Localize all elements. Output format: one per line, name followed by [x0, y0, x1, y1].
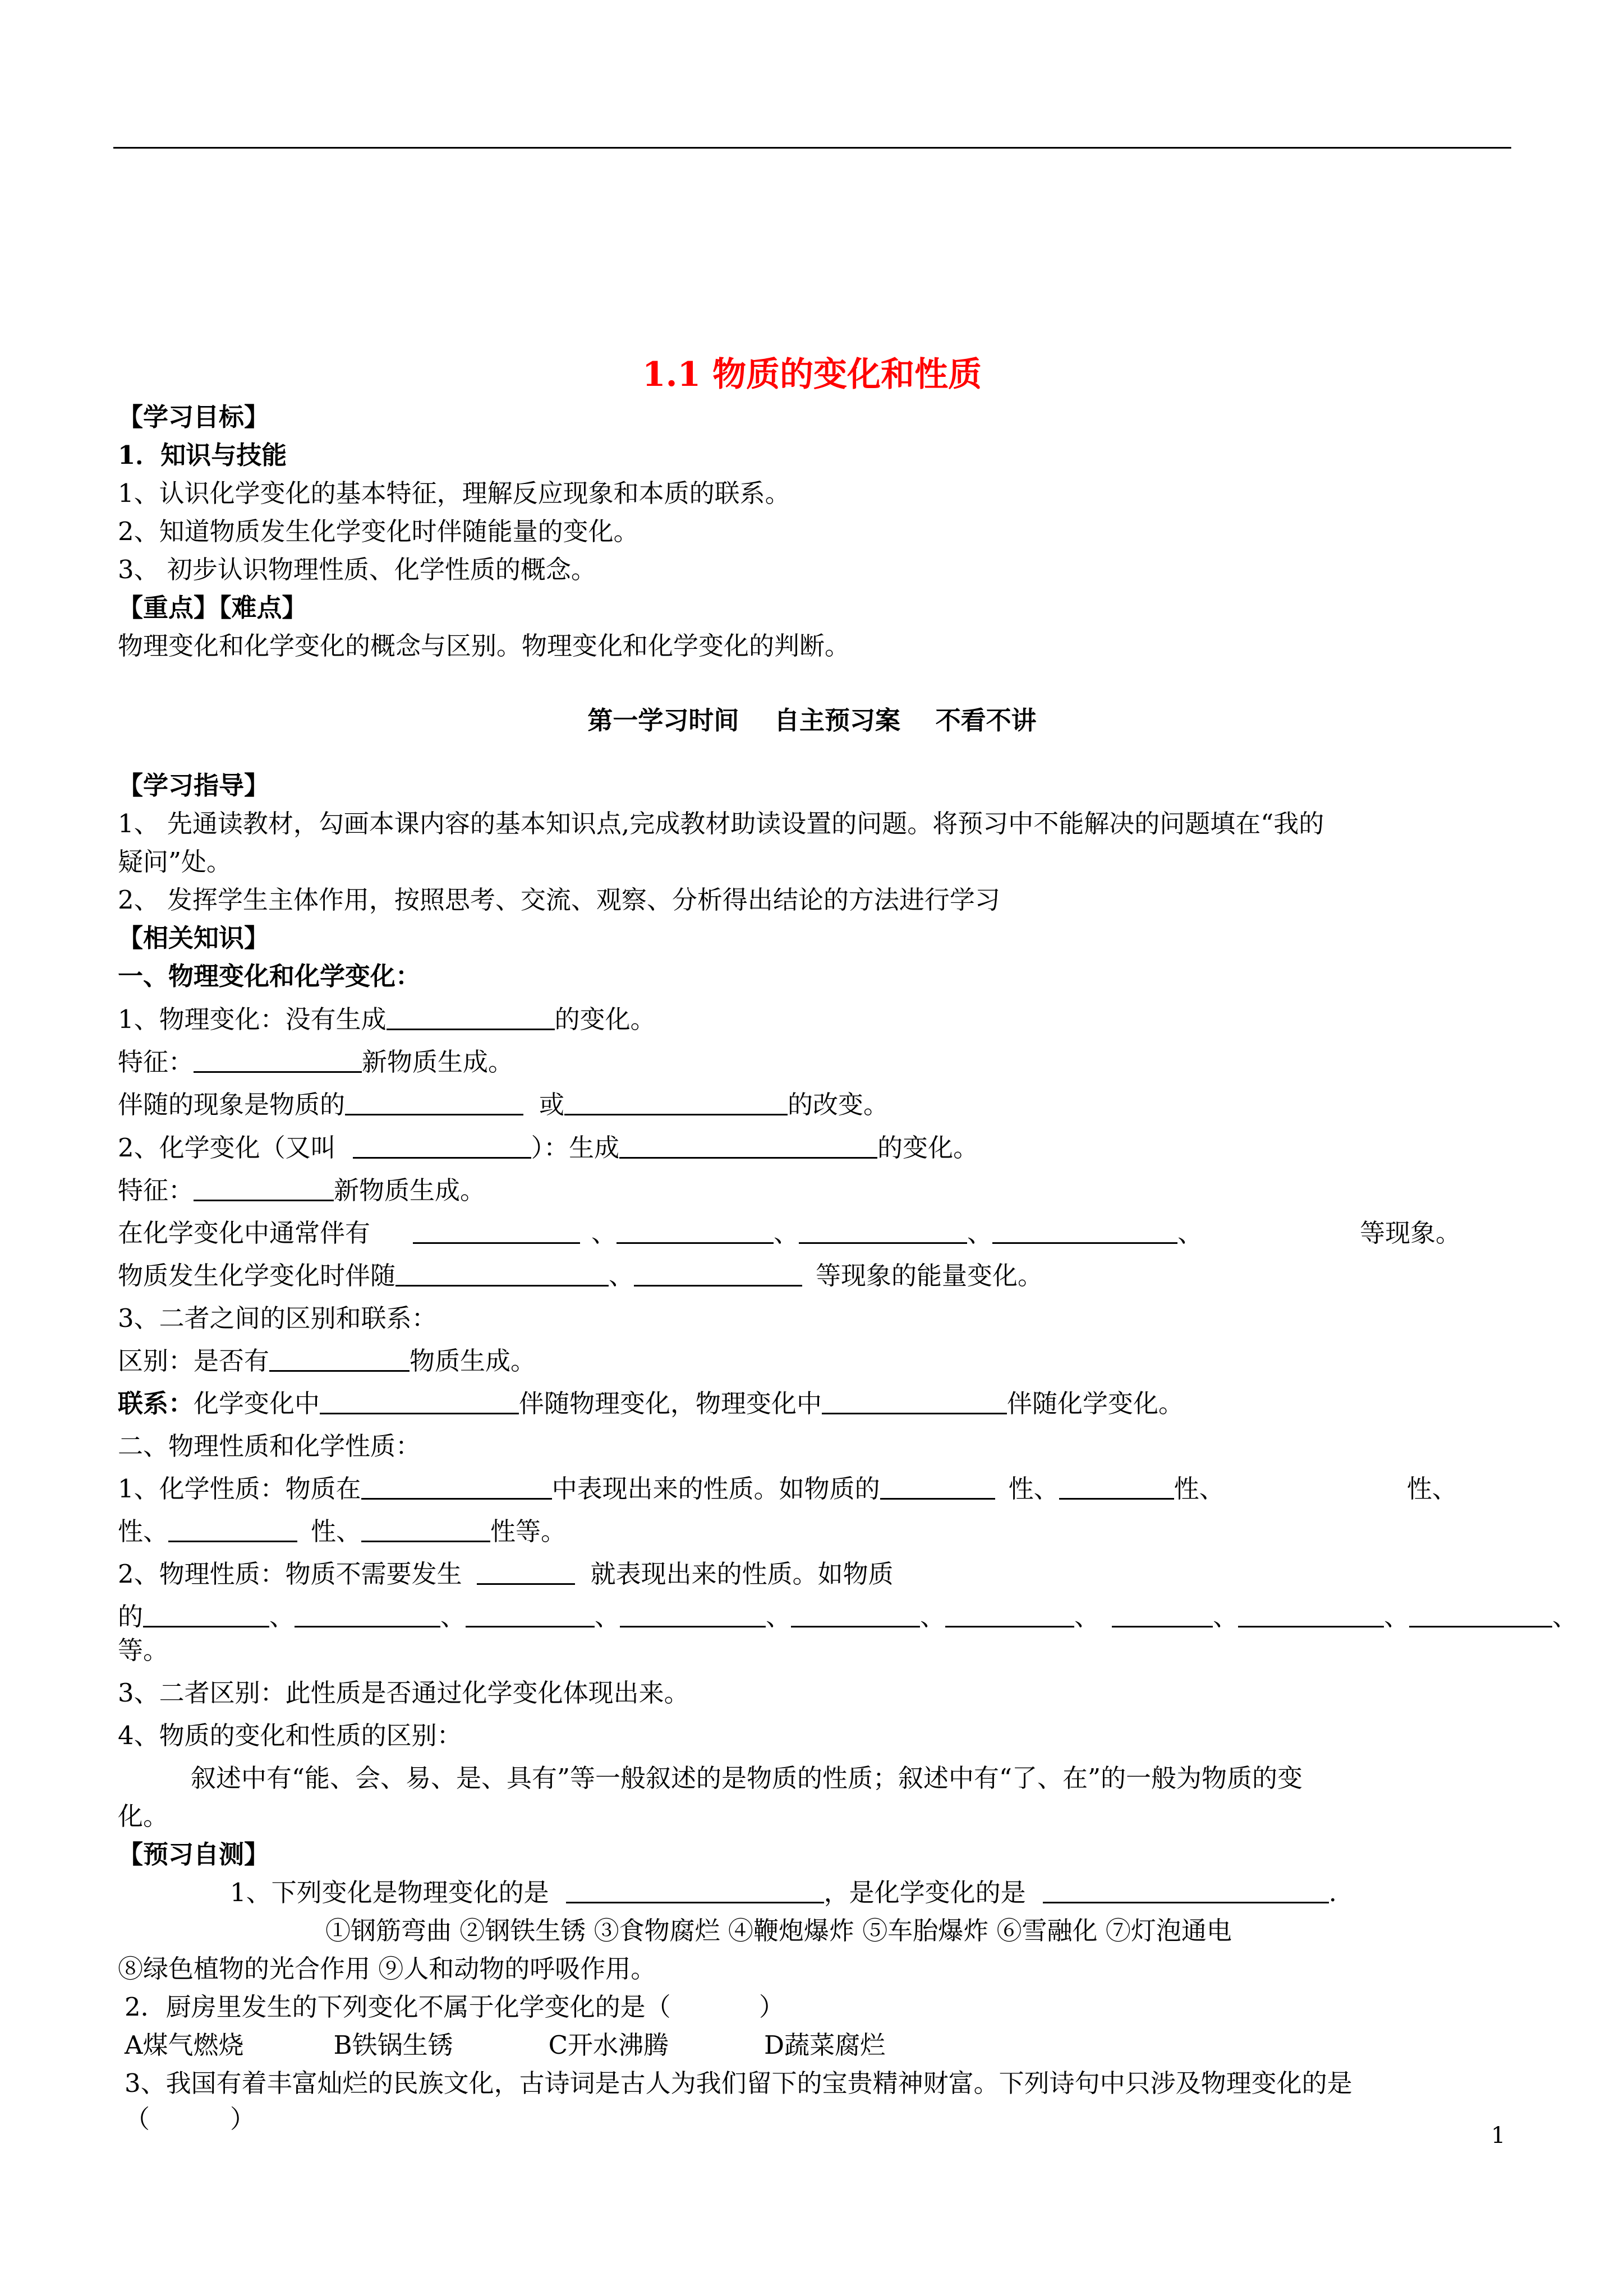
- knowledge-line: 化。: [118, 1801, 169, 1831]
- key-heading: 【重点】【难点】: [118, 593, 307, 623]
- guide-line: 1、 先通读教材，勾画本课内容的基本知识点,完成教材助读设置的问题。将预习中不能解决的问题填在“我的: [118, 809, 1324, 838]
- line-text: 、: [766, 1602, 792, 1631]
- fill-blank[interactable]: [361, 1473, 552, 1500]
- question: 2．厨房里发生的下列变化不属于化学变化的是（ ）: [125, 1992, 784, 2022]
- question: （ ）: [125, 2104, 256, 2134]
- line-text: 2、物理性质：物质不需要发生: [118, 1559, 462, 1589]
- fill-blank[interactable]: [1409, 1601, 1552, 1628]
- question: 3、我国有着丰富灿烂的民族文化，古诗词是古人为我们留下的宝贵精神财富。下列诗句中只涉及物理变化的是: [125, 2068, 1352, 2098]
- line-text: 1、下列变化是物理变化的是: [230, 1878, 549, 1907]
- line-text: .: [1328, 1878, 1337, 1907]
- knowledge-line: 4、物质的变化和性质的区别：: [118, 1721, 462, 1750]
- fill-blank[interactable]: [799, 1217, 967, 1244]
- knowledge-line: [118, 1472, 1457, 1506]
- knowledge-line: [118, 1174, 485, 1207]
- fill-blank[interactable]: [791, 1601, 920, 1628]
- line-text: 、: [920, 1602, 946, 1631]
- fill-blank[interactable]: [619, 1132, 877, 1159]
- line-text: 、: [967, 1218, 993, 1248]
- line-text: 区别：是否有: [118, 1346, 270, 1376]
- fill-blank[interactable]: [822, 1387, 1007, 1414]
- option-b[interactable]: B铁锅生锈: [333, 2030, 453, 2060]
- line-text: 性、: [1008, 1474, 1059, 1504]
- fill-blank[interactable]: [361, 1515, 490, 1542]
- line-text: 、: [1074, 1602, 1100, 1631]
- knowledge-line: 等。: [118, 1635, 169, 1665]
- guide-line: 2、 发挥学生主体作用，按照思考、交流、观察、分析得出结论的方法进行学习: [118, 885, 1000, 915]
- option-c[interactable]: C开水沸腾: [548, 2030, 669, 2060]
- question-options: ①钢筋弯曲 ②钢铁生锈 ③食物腐烂 ④鞭炮爆炸 ⑤车胎爆炸 ⑥雪融化 ⑦灯泡通电: [325, 1916, 1232, 1945]
- line-text: 伴随化学变化。: [1007, 1389, 1184, 1418]
- line-text: 化学变化中: [194, 1389, 320, 1418]
- line-text: 的变化。: [554, 1004, 656, 1034]
- line-text: 在化学变化中通常伴有: [118, 1218, 371, 1248]
- knowledge-line: [118, 1088, 889, 1122]
- line-text: 、: [774, 1218, 799, 1248]
- line-text: 的: [118, 1602, 144, 1631]
- line-text: 、: [440, 1602, 466, 1631]
- fill-blank[interactable]: [620, 1601, 766, 1628]
- page-title: 1.1 物质的变化和性质: [642, 355, 982, 394]
- fill-blank[interactable]: [320, 1387, 519, 1414]
- knowledge-line: [118, 1387, 1184, 1421]
- line-text: 联系：: [118, 1389, 194, 1418]
- knowledge-line: [118, 1131, 978, 1165]
- guide-heading: 【学习指导】: [118, 771, 270, 800]
- knowledge-line: [118, 1216, 1461, 1250]
- line-text: ，是化学变化的是: [823, 1878, 1026, 1907]
- line-text: 2、化学变化（又叫: [118, 1133, 336, 1163]
- fill-blank[interactable]: [617, 1217, 774, 1244]
- line-text: 1、物理变化：没有生成: [118, 1004, 387, 1034]
- knowledge-line: [118, 1259, 1043, 1293]
- knowledge-line: [118, 1045, 513, 1079]
- knowledge-line: 3、二者之间的区别和联系：: [118, 1303, 437, 1333]
- line-text: 伴随物理变化，物理变化中: [519, 1389, 822, 1418]
- fill-blank[interactable]: [194, 1046, 362, 1073]
- goals-heading: 【学习目标】: [118, 402, 270, 432]
- goal-item: 3、 初步认识物理性质、化学性质的概念。: [118, 555, 596, 584]
- knowledge-line: [118, 1557, 894, 1591]
- selftest-heading: 【预习自测】: [118, 1839, 270, 1869]
- line-text: 物质发生化学变化时伴随: [118, 1261, 396, 1290]
- goals-subheading: 1．知识与技能: [118, 440, 287, 470]
- line-text: 特征：: [118, 1047, 194, 1077]
- fill-blank[interactable]: [564, 1089, 788, 1115]
- knowledge-line: [118, 1515, 566, 1548]
- line-text: 1、化学性质：物质在: [118, 1474, 361, 1504]
- fill-blank[interactable]: [1238, 1601, 1384, 1628]
- fill-blank[interactable]: [477, 1558, 575, 1585]
- option-d[interactable]: D蔬菜腐烂: [764, 2030, 886, 2060]
- fill-blank[interactable]: [1112, 1601, 1213, 1628]
- knowledge-line: 3、二者区别：此性质是否通过化学变化体现出来。: [118, 1678, 689, 1708]
- line-text: 、: [1213, 1602, 1239, 1631]
- knowledge-line: [118, 1344, 536, 1378]
- goal-item: 2、知道物质发生化学变化时伴随能量的变化。: [118, 517, 639, 546]
- line-text: 的变化。: [877, 1133, 979, 1163]
- fill-blank[interactable]: [143, 1601, 269, 1628]
- line-text: 等现象的能量变化。: [816, 1261, 1043, 1290]
- guide-line: 疑问”处。: [118, 847, 232, 877]
- line-text: 的改变。: [788, 1090, 889, 1119]
- line-text: 、: [1384, 1602, 1410, 1631]
- fill-blank[interactable]: [269, 1345, 410, 1372]
- option-a[interactable]: A煤气燃烧: [125, 2030, 244, 2060]
- knowledge-line: 叙述中有“能、会、易、是、具有”等一般叙述的是物质的性质；叙述中有“了、在”的一般为物质的变: [191, 1763, 1303, 1793]
- question: [230, 1876, 1337, 1910]
- line-text: 新物质生成。: [362, 1047, 514, 1077]
- fill-blank[interactable]: [634, 1260, 802, 1287]
- fill-blank[interactable]: [1059, 1473, 1174, 1500]
- fill-blank[interactable]: [353, 1132, 531, 1159]
- line-text: ）：生成: [531, 1133, 620, 1163]
- line-text: 性、: [1406, 1474, 1457, 1504]
- goal-item: 1、认识化学变化的基本特征，理解反应现象和本质的联系。: [118, 478, 790, 508]
- knowledge-line: [118, 1003, 656, 1036]
- line-text: 性、: [1174, 1474, 1225, 1504]
- knowledge-line: [118, 1600, 1577, 1634]
- line-text: 或: [539, 1090, 565, 1119]
- knowledge-heading: 【相关知识】: [118, 923, 270, 953]
- line-text: 就表现出来的性质。如物质: [590, 1559, 894, 1589]
- line-text: 性、: [118, 1516, 169, 1546]
- fill-blank[interactable]: [992, 1217, 1177, 1244]
- fill-blank[interactable]: [395, 1260, 609, 1287]
- line-text: 、: [269, 1602, 295, 1631]
- knowledge-part1: 一、物理变化和化学变化：: [118, 961, 421, 991]
- line-text: 、: [1552, 1602, 1578, 1631]
- line-text: 、: [609, 1261, 634, 1290]
- line-text: 特征：: [118, 1175, 194, 1205]
- line-text: 等现象。: [1360, 1218, 1461, 1248]
- line-text: 新物质生成。: [334, 1175, 486, 1205]
- line-text: 伴随的现象是物质的: [118, 1090, 346, 1119]
- header-rule: [113, 147, 1511, 149]
- fill-blank[interactable]: [466, 1601, 595, 1628]
- line-text: 、: [591, 1218, 617, 1248]
- fill-blank[interactable]: [194, 1174, 334, 1201]
- line-text: 物质生成。: [410, 1346, 536, 1376]
- fill-blank[interactable]: [880, 1473, 995, 1500]
- line-text: 、: [595, 1602, 620, 1631]
- line-text: 性等。: [490, 1516, 567, 1546]
- answer-options: [125, 2028, 885, 2062]
- fill-blank[interactable]: [295, 1601, 440, 1628]
- key-text: 物理变化和化学变化的概念与区别。物理变化和化学变化的判断。: [118, 631, 850, 661]
- question-options: ⑧绿色植物的光合作用 ⑨人和动物的呼吸作用。: [118, 1954, 656, 1984]
- line-text: 中表现出来的性质。如物质的: [551, 1474, 880, 1504]
- section-title: 第一学习时间 自主预习案 不看不讲: [587, 706, 1037, 735]
- line-text: 、: [1177, 1218, 1203, 1248]
- fill-blank[interactable]: [1043, 1877, 1329, 1903]
- fill-blank[interactable]: [168, 1515, 297, 1542]
- fill-blank[interactable]: [387, 1003, 555, 1030]
- fill-blank[interactable]: [945, 1601, 1074, 1628]
- fill-blank[interactable]: [413, 1217, 580, 1244]
- page-number: 1: [1491, 2123, 1506, 2149]
- fill-blank[interactable]: [566, 1877, 824, 1903]
- knowledge-part2: 二、物理性质和化学性质：: [118, 1431, 421, 1461]
- line-text: 性、: [311, 1516, 362, 1546]
- fill-blank[interactable]: [345, 1089, 523, 1115]
